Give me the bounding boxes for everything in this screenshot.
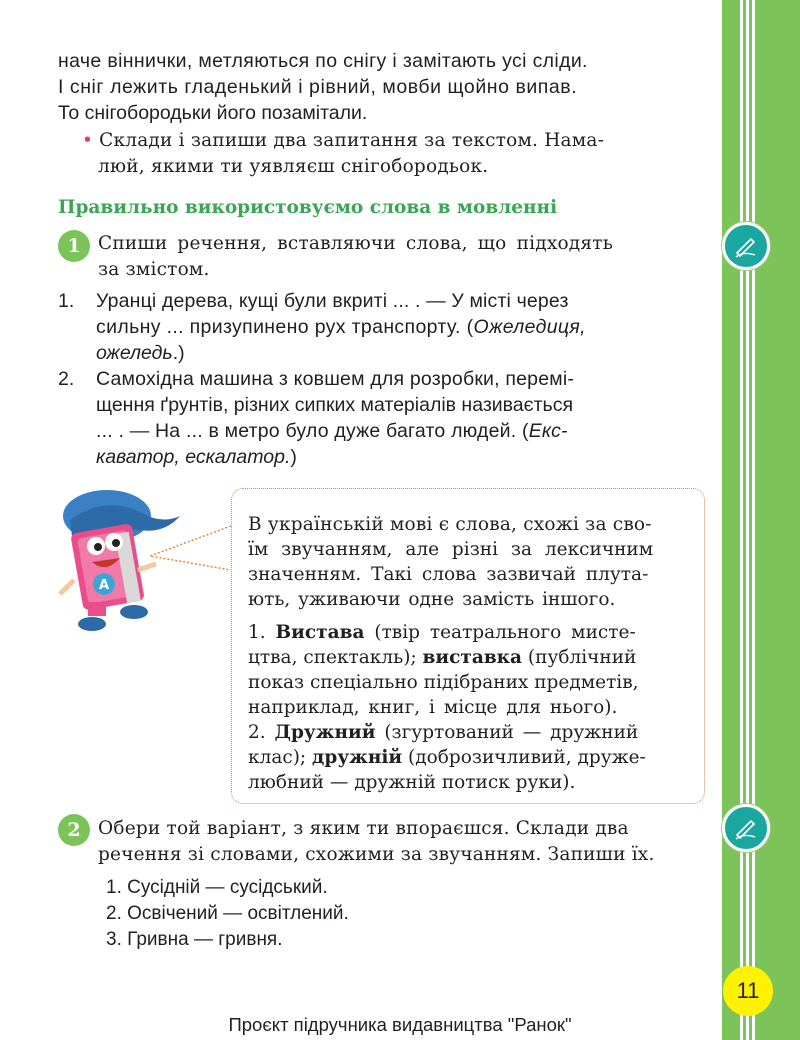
intro-task-line: люй, якими ти уявляєш снігобородьок. <box>98 156 489 177</box>
item-line: Уранці дерева, кущі були вкриті ... . — У місті через <box>96 290 569 312</box>
list-item: 1. Уранці дерева, кущі були вкриті ... . — У місті через сильну ... призупинено рух транспорту. (Ожеледиця, ожеледь.) <box>58 288 706 366</box>
italic-word: ожеледь <box>96 342 173 364</box>
list-item: 3. Гривна — гривня. <box>106 929 283 950</box>
rule-line: їм звучанням, але різні за лексичним <box>248 539 654 560</box>
rule-line: В українській мові є слова, схожі за сво- <box>248 514 652 535</box>
intro-line: То снігобородьки його позамітали. <box>58 102 368 124</box>
task1-list <box>58 288 706 470</box>
rule-line: значенням. Такі слова зазвичай плута- <box>248 564 649 585</box>
rule-line: ють, уживаючи одне замість іншого. <box>248 589 616 610</box>
task1-text <box>98 231 613 283</box>
item-number: 2. <box>58 368 75 390</box>
page-number: 11 <box>723 966 773 1016</box>
intro-task-line: Склади і запиши два запитання за текстом. Нама- <box>99 130 605 151</box>
intro-task <box>82 128 605 180</box>
pen-icon <box>722 222 770 270</box>
bold-term: Дружний <box>274 722 376 743</box>
rule-definitions: 1. Вистава (твір театрального мисте- цтва, спектакль); виставка (публічний показ спеціально підібраних предметів, наприклад, книг, і місце для нього). 2. Дружний (згуртований — дружний клас); дружній (доброзичливий, друже- любний — дружній потиск руки). <box>248 622 646 793</box>
task2-list <box>106 875 349 953</box>
bold-term: Вистава <box>275 622 365 643</box>
bullet-icon: • <box>82 130 94 151</box>
task-number-badge: 2 <box>58 814 90 846</box>
bold-term: дружній <box>312 747 403 768</box>
section-title: Правильно використовуємо слова в мовленні <box>58 197 558 218</box>
footer-text: Проєкт підручника видавництва "Ранок" <box>228 1014 572 1035</box>
task1-line: Спиши речення, вставляючи слова, що підходять <box>98 233 613 254</box>
pen-icon <box>722 804 770 852</box>
item-line: сильну ... призупинено рух транспорту. ( <box>96 316 474 338</box>
rule-intro <box>248 512 653 612</box>
intro-line: І сніг лежить гладенький і рівний, мовби щойно випав. <box>58 76 578 98</box>
svg-text:A: A <box>99 578 110 593</box>
task2-line: речення зі словами, схожими за звучанням. Запиши їх. <box>98 844 655 865</box>
list-item: 1. Сусідній — сусідський. <box>106 877 328 898</box>
italic-word: Ожеледиця, <box>473 316 586 338</box>
intro-paragraph <box>58 48 706 126</box>
task2-line: Обери той варіант, з яким ти впораєшся. Склади два <box>98 818 629 839</box>
list-item: 2. Самохідна машина з ковшем для розробки, перемі‑ щення ґрунтів, різних сипких матеріалів називається ... . — На ... в метро було дуже багато людей. (Екс- каватор, ескалатор.) <box>58 368 575 468</box>
intro-line: наче віннички, метляються по снігу і замітають усі сліди. <box>58 50 588 72</box>
item-number: 1. <box>58 290 75 312</box>
task2-text <box>98 816 655 868</box>
task1-line: за змістом. <box>98 259 210 280</box>
page-edge-border <box>722 0 800 1040</box>
speech-pointer <box>150 520 240 580</box>
bold-term: виставка <box>422 647 523 668</box>
list-item: 2. Освічений — освітлений. <box>106 903 349 924</box>
task-number-badge: 1 <box>58 230 90 262</box>
